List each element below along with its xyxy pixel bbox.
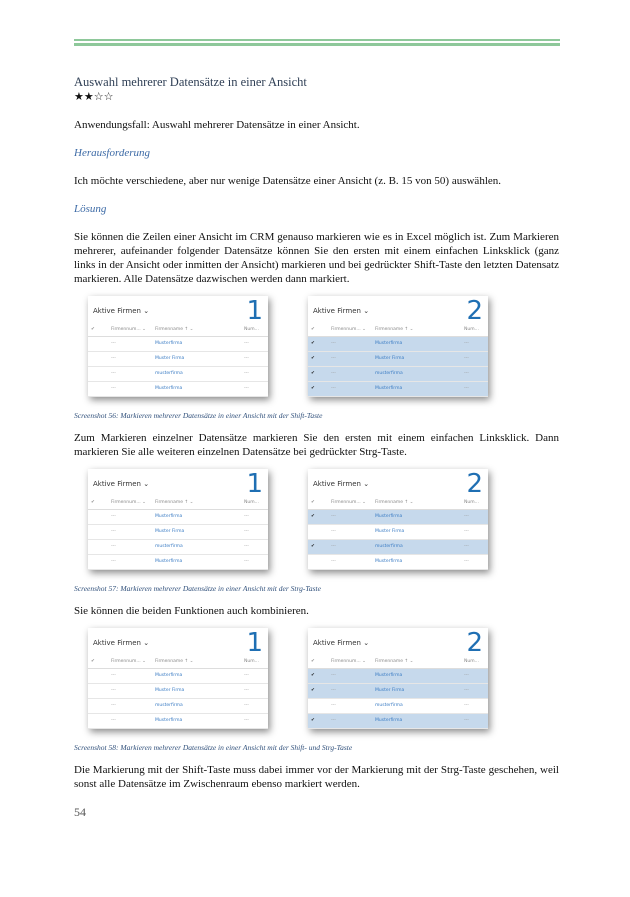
cell-extra: --- bbox=[464, 559, 469, 564]
column-header[interactable]: ✔ bbox=[311, 327, 315, 332]
column-header-row bbox=[308, 497, 488, 510]
cell-number: --- bbox=[111, 341, 116, 346]
solution-paragraph: Sie können die Zeilen einer Ansicht im CRM genauso markieren wie es in Excel möglich ist. Zum Markieren mehrerer, aufeinander folgender Datensätze können Sie den ersten mit einem einfachen Linksklick (ganz links in der Ansicht oder inmitten der Ansicht) markieren und bei gedrückter Shift-Taste den letzten Datensatz markieren. Alle Datensätze dazwischen werden dann markiert. bbox=[74, 231, 559, 285]
paragraph-ctrl: Zum Markieren einzelner Datensätze markieren Sie den ersten mit einem einfachen Linksklick. Dann markieren Sie alle weiteren einzelnen Datensätze bei gedrückter Strg-Taste. bbox=[74, 432, 559, 458]
caption-56: Screenshot 56: Markieren mehrerer Datensätze in einer Ansicht mit der Shift-Taste bbox=[74, 411, 323, 420]
cell-company-link[interactable]: musterfirma bbox=[155, 544, 183, 549]
cell-company-link[interactable]: Musterfirma bbox=[375, 341, 403, 346]
step-number: 1 bbox=[246, 296, 263, 326]
column-header-row bbox=[88, 656, 268, 669]
table-row[interactable] bbox=[88, 367, 268, 382]
cell-company-link[interactable]: Musterfirma bbox=[375, 514, 403, 519]
table-row[interactable] bbox=[88, 540, 268, 555]
column-header[interactable]: Num... bbox=[464, 500, 479, 505]
caption-57: Screenshot 57: Markieren mehrerer Datensätze in einer Ansicht mit der Strg-Taste bbox=[74, 584, 321, 593]
cell-extra: --- bbox=[464, 386, 469, 391]
table-row[interactable] bbox=[308, 352, 488, 367]
column-header[interactable]: Num... bbox=[244, 500, 259, 505]
column-header[interactable]: Num... bbox=[464, 327, 479, 332]
header-rule bbox=[74, 43, 560, 46]
view-title[interactable]: Aktive Firmen ⌄ bbox=[93, 480, 150, 488]
cell-company-link[interactable]: Muster Firma bbox=[155, 356, 185, 361]
view-title[interactable]: Aktive Firmen ⌄ bbox=[313, 307, 370, 315]
header-rule bbox=[74, 39, 560, 41]
cell-number: --- bbox=[331, 386, 336, 391]
caption-58: Screenshot 58: Markieren mehrerer Datensätze in einer Ansicht mit der Shift- und Strg-Taste bbox=[74, 743, 353, 752]
cell-company-link[interactable]: musterfirma bbox=[375, 371, 403, 376]
view-title-bar bbox=[88, 296, 268, 324]
row-checkbox[interactable]: ✔ bbox=[311, 514, 315, 519]
table-row[interactable] bbox=[88, 352, 268, 367]
cell-company-link[interactable]: Musterfirma bbox=[155, 718, 183, 723]
table-row[interactable] bbox=[88, 525, 268, 540]
heading-solution: Lösung bbox=[74, 203, 107, 215]
view-title[interactable]: Aktive Firmen ⌄ bbox=[313, 480, 370, 488]
table-row[interactable] bbox=[308, 669, 488, 684]
column-header[interactable]: Firmenname ↑ ⌄ bbox=[375, 500, 414, 505]
cell-extra: --- bbox=[464, 371, 469, 376]
table-row[interactable] bbox=[88, 669, 268, 684]
column-header-row bbox=[88, 324, 268, 337]
paragraph-combine: Sie können die beiden Funktionen auch kombinieren. bbox=[74, 605, 309, 617]
cell-company-link[interactable]: Musterfirma bbox=[375, 673, 403, 678]
column-header[interactable]: ✔ bbox=[311, 500, 315, 505]
table-row[interactable] bbox=[308, 714, 488, 729]
screenshot-pair bbox=[88, 469, 559, 570]
column-header[interactable]: Firmennum... ⌄ bbox=[331, 659, 366, 664]
step-number: 2 bbox=[466, 469, 483, 499]
cell-extra: --- bbox=[464, 544, 469, 549]
view-title[interactable]: Aktive Firmen ⌄ bbox=[93, 639, 150, 647]
cell-company-link[interactable]: musterfirma bbox=[155, 703, 183, 708]
row-checkbox[interactable]: ✔ bbox=[311, 544, 315, 549]
column-header[interactable]: ✔ bbox=[91, 659, 95, 664]
cell-company-link[interactable]: Musterfirma bbox=[155, 559, 183, 564]
view-title-bar bbox=[88, 628, 268, 656]
cell-company-link[interactable]: Muster Firma bbox=[155, 529, 185, 534]
cell-extra: --- bbox=[244, 529, 249, 534]
cell-company-link[interactable]: musterfirma bbox=[375, 544, 403, 549]
row-checkbox[interactable]: ✔ bbox=[311, 688, 315, 693]
table-row[interactable] bbox=[308, 510, 488, 525]
cell-number: --- bbox=[111, 529, 116, 534]
cell-number: --- bbox=[331, 356, 336, 361]
row-checkbox[interactable]: ✔ bbox=[311, 386, 315, 391]
column-header-row bbox=[308, 656, 488, 669]
screenshot-panel bbox=[308, 469, 488, 570]
screenshot-panel bbox=[88, 628, 268, 729]
cell-number: --- bbox=[111, 514, 116, 519]
view-title-bar bbox=[308, 296, 488, 324]
column-header-row bbox=[88, 497, 268, 510]
step-number: 1 bbox=[246, 469, 263, 499]
cell-number: --- bbox=[111, 371, 116, 376]
cell-extra: --- bbox=[244, 386, 249, 391]
cell-extra: --- bbox=[244, 559, 249, 564]
view-title-bar bbox=[308, 469, 488, 497]
column-header[interactable]: Firmenname ↑ ⌄ bbox=[155, 327, 194, 332]
cell-company-link[interactable]: Musterfirma bbox=[155, 386, 183, 391]
column-header[interactable]: ✔ bbox=[91, 327, 95, 332]
table-row[interactable] bbox=[308, 382, 488, 397]
cell-number: --- bbox=[331, 718, 336, 723]
table-row[interactable] bbox=[88, 337, 268, 352]
cell-number: --- bbox=[111, 559, 116, 564]
cell-company-link[interactable]: Muster Firma bbox=[375, 356, 405, 361]
view-title-bar bbox=[308, 628, 488, 656]
cell-number: --- bbox=[331, 673, 336, 678]
cell-extra: --- bbox=[244, 673, 249, 678]
cell-company-link[interactable]: Musterfirma bbox=[155, 341, 183, 346]
column-header[interactable]: Firmennum... ⌄ bbox=[331, 327, 366, 332]
screenshot-pair bbox=[88, 628, 559, 729]
column-header[interactable]: Num... bbox=[244, 327, 259, 332]
cell-company-link[interactable]: musterfirma bbox=[375, 703, 403, 708]
cell-extra: --- bbox=[244, 356, 249, 361]
cell-number: --- bbox=[331, 559, 336, 564]
cell-number: --- bbox=[111, 703, 116, 708]
cell-extra: --- bbox=[464, 688, 469, 693]
view-title[interactable]: Aktive Firmen ⌄ bbox=[313, 639, 370, 647]
cell-extra: --- bbox=[464, 341, 469, 346]
column-header-row bbox=[308, 324, 488, 337]
screenshot-panel bbox=[88, 296, 268, 397]
column-header[interactable]: Num... bbox=[464, 659, 479, 664]
row-checkbox[interactable]: ✔ bbox=[311, 673, 315, 678]
cell-extra: --- bbox=[464, 356, 469, 361]
column-header[interactable]: ✔ bbox=[311, 659, 315, 664]
screenshot-panel bbox=[88, 469, 268, 570]
paragraph-order: Die Markierung mit der Shift-Taste muss dabei immer vor der Markierung mit der Strg-Taste geschehen, weil sonst alle Datensätze im Zwischenraum ebenso markiert werden. bbox=[74, 764, 559, 790]
table-row[interactable] bbox=[308, 699, 488, 714]
cell-number: --- bbox=[111, 386, 116, 391]
cell-extra: --- bbox=[464, 718, 469, 723]
cell-number: --- bbox=[111, 718, 116, 723]
cell-extra: --- bbox=[464, 529, 469, 534]
column-header[interactable]: Num... bbox=[244, 659, 259, 664]
cell-number: --- bbox=[331, 688, 336, 693]
cell-company-link[interactable]: Muster Firma bbox=[375, 529, 405, 534]
cell-company-link[interactable]: Musterfirma bbox=[375, 386, 403, 391]
cell-company-link[interactable]: Musterfirma bbox=[155, 514, 183, 519]
cell-number: --- bbox=[111, 544, 116, 549]
view-title[interactable]: Aktive Firmen ⌄ bbox=[93, 307, 150, 315]
column-header[interactable]: Firmennum... ⌄ bbox=[111, 659, 146, 664]
table-row[interactable] bbox=[308, 525, 488, 540]
cell-extra: --- bbox=[464, 673, 469, 678]
cell-number: --- bbox=[331, 514, 336, 519]
step-number: 2 bbox=[466, 628, 483, 658]
column-header[interactable]: Firmenname ↑ ⌄ bbox=[375, 659, 414, 664]
view-title-bar bbox=[88, 469, 268, 497]
row-checkbox[interactable]: ✔ bbox=[311, 371, 315, 376]
column-header[interactable]: Firmennum... ⌄ bbox=[111, 327, 146, 332]
cell-extra: --- bbox=[244, 718, 249, 723]
cell-extra: --- bbox=[464, 703, 469, 708]
cell-number: --- bbox=[331, 544, 336, 549]
cell-company-link[interactable]: Musterfirma bbox=[375, 718, 403, 723]
cell-extra: --- bbox=[244, 544, 249, 549]
table-row[interactable] bbox=[88, 714, 268, 729]
table-row[interactable] bbox=[88, 699, 268, 714]
row-checkbox[interactable]: ✔ bbox=[311, 718, 315, 723]
cell-extra: --- bbox=[244, 703, 249, 708]
row-checkbox[interactable]: ✔ bbox=[311, 341, 315, 346]
heading-challenge: Herausforderung bbox=[74, 147, 150, 159]
cell-number: --- bbox=[111, 688, 116, 693]
step-number: 2 bbox=[466, 296, 483, 326]
table-row[interactable] bbox=[88, 555, 268, 570]
screenshot-panel bbox=[308, 628, 488, 729]
cell-company-link[interactable]: Muster Firma bbox=[375, 688, 405, 693]
table-row[interactable] bbox=[308, 555, 488, 570]
column-header[interactable]: Firmenname ↑ ⌄ bbox=[375, 327, 414, 332]
column-header[interactable]: Firmennum... ⌄ bbox=[111, 500, 146, 505]
cell-number: --- bbox=[111, 356, 116, 361]
cell-number: --- bbox=[331, 529, 336, 534]
table-row[interactable] bbox=[88, 684, 268, 699]
cell-company-link[interactable]: Musterfirma bbox=[375, 559, 403, 564]
section-title: Auswahl mehrerer Datensätze in einer Ansicht bbox=[74, 75, 307, 89]
cell-extra: --- bbox=[244, 514, 249, 519]
column-header[interactable]: Firmennum... ⌄ bbox=[331, 500, 366, 505]
column-header[interactable]: Firmenname ↑ ⌄ bbox=[155, 500, 194, 505]
table-row[interactable] bbox=[308, 540, 488, 555]
cell-number: --- bbox=[111, 673, 116, 678]
page-number: 54 bbox=[74, 805, 86, 819]
usecase-text: Anwendungsfall: Auswahl mehrerer Datensätze in einer Ansicht. bbox=[74, 119, 360, 131]
cell-extra: --- bbox=[244, 688, 249, 693]
column-header[interactable]: ✔ bbox=[91, 500, 95, 505]
screenshot-pair bbox=[88, 296, 559, 397]
table-row[interactable] bbox=[308, 367, 488, 382]
cell-company-link[interactable]: Muster Firma bbox=[155, 688, 185, 693]
cell-company-link[interactable]: Musterfirma bbox=[155, 673, 183, 678]
challenge-text: Ich möchte verschiedene, aber nur wenige Datensätze einer Ansicht (z. B. 15 von 50) auswählen. bbox=[74, 175, 502, 187]
cell-company-link[interactable]: musterfirma bbox=[155, 371, 183, 376]
cell-extra: --- bbox=[244, 341, 249, 346]
cell-number: --- bbox=[331, 371, 336, 376]
table-row[interactable] bbox=[88, 382, 268, 397]
cell-extra: --- bbox=[244, 371, 249, 376]
cell-number: --- bbox=[331, 703, 336, 708]
screenshot-panel bbox=[308, 296, 488, 397]
cell-extra: --- bbox=[464, 514, 469, 519]
table-row[interactable] bbox=[308, 337, 488, 352]
step-number: 1 bbox=[246, 628, 263, 658]
cell-number: --- bbox=[331, 341, 336, 346]
row-checkbox[interactable]: ✔ bbox=[311, 356, 315, 361]
table-row[interactable] bbox=[308, 684, 488, 699]
table-row[interactable] bbox=[88, 510, 268, 525]
difficulty-rating: ★★☆☆ bbox=[74, 91, 114, 103]
column-header[interactable]: Firmenname ↑ ⌄ bbox=[155, 659, 194, 664]
